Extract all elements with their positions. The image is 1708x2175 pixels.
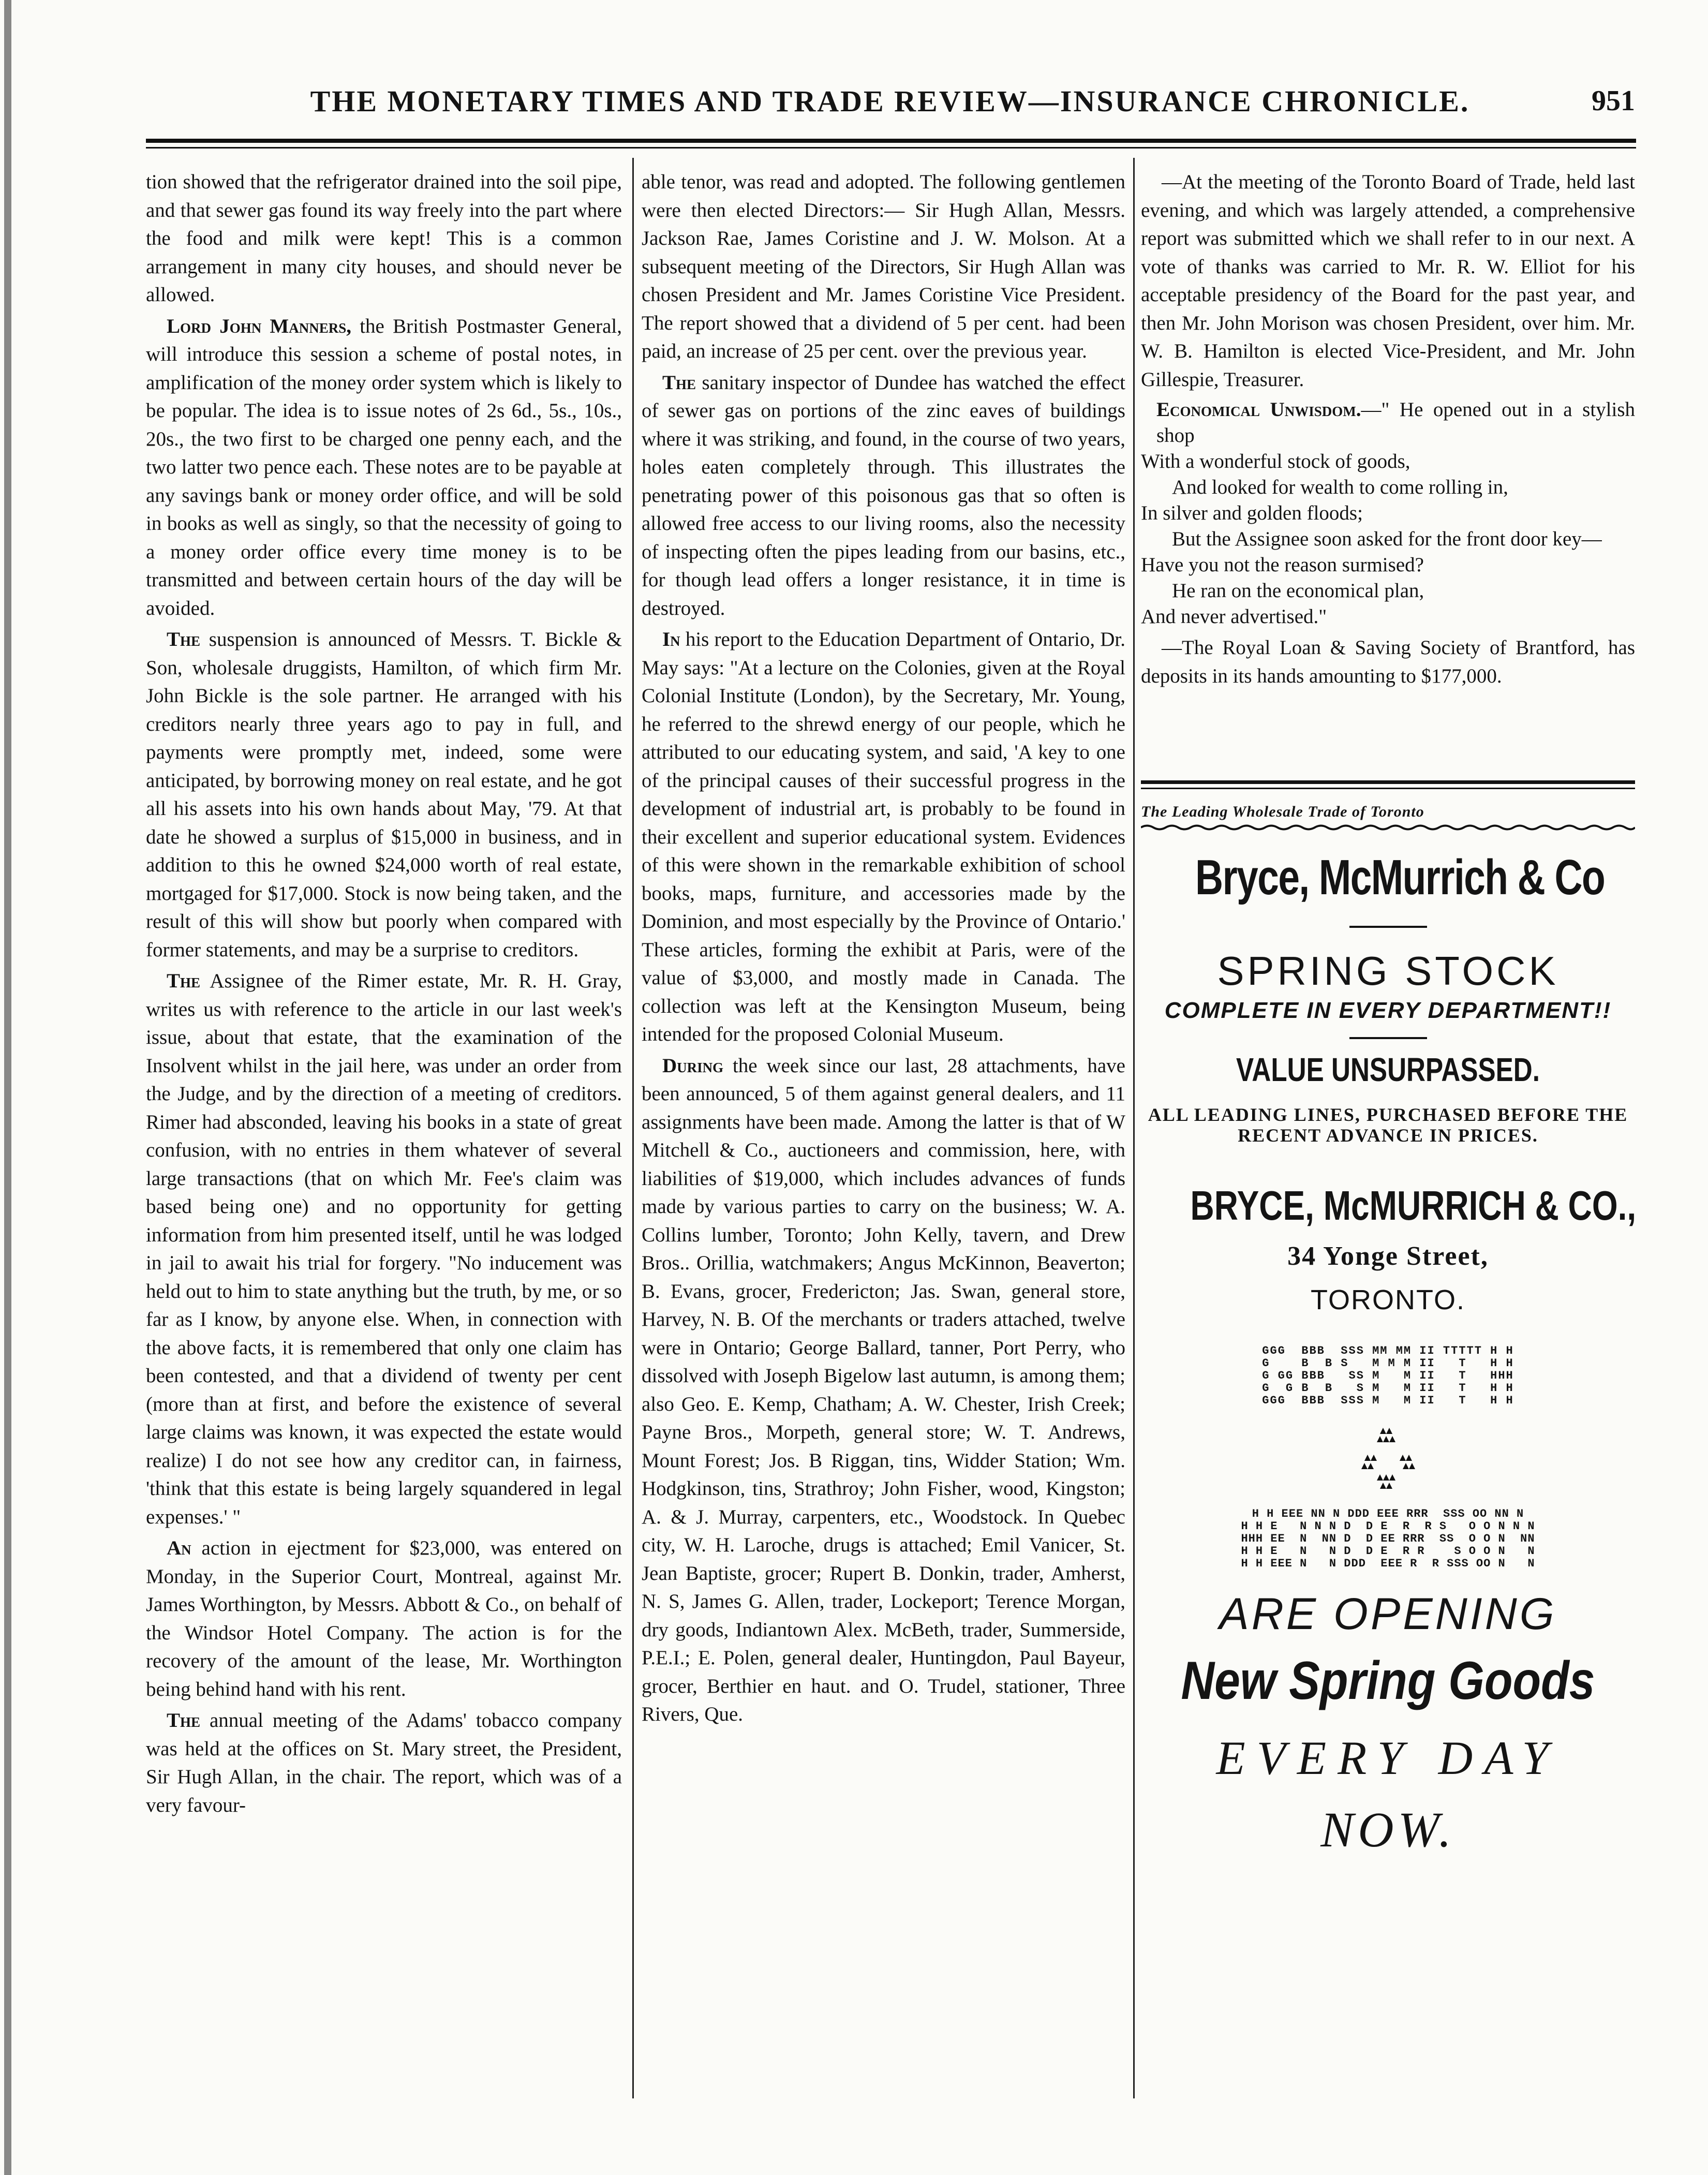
article-paragraph: The Assignee of the Rimer estate, Mr. R. H. Gray, writes us with reference to the article in our last week's issue, about that estate, that the examination of the Insolvent whilst in the jail here, was under an order from the Judge, and by the direction of a meeting of creditors. Rimer had absconded, leaving his books in a state of great confusion, with no entries in them whatever of several large transactions (that on which Mr. Fee's claim was based being one) and no opportunity for getting information from him presented itself, until he was lodged in jail to await his trial for forgery. "No inducement was held out to him to state anything but the truth, by me, or so far as I know, by anyone else. When, in connection with the above facts, it is remembered that only one claim has been contested, and that a dividend of twenty per cent (more than at first, and before the existence of several large claims was known, it was expected the estate would realize) I do not see how any creditor can, in fairness, 'think that this estate is being largely squandered in legal expenses.' " [146,970,622,1528]
article-paragraph: —At the meeting of the Toronto Board of Trade, held last evening, and which was largely attended, a comprehensive report was submitted which we shall refer to in our next. A vote of thanks was carried to Mr. R. W. Elliot for his acceptable presidency of the Board for the past year, and then Mr. John Morison was chosen President, over him. Mr. W. B. Hamilton is elected Vice-President, and Mr. John Gillespie, Treasurer. [1141,171,1635,391]
advert-street: 34 Yonge Street, [1287,1241,1489,1271]
advertisement [1141,797,1635,2142]
article-paragraph: able tenor, was read and adopted. The following gentlemen were then elected Directors:— Sir Hugh Allan, Messrs. Jackson Rae, James Coristine and J. W. Molson. At a subsequent meeting of the Directors, Sir Hugh Allan was chosen President and Mr. James Coristine Vice President. The report showed that a dividend of 5 per cent. had been paid, an increase of 25 per cent. over the previous year. [642,171,1125,362]
middle-column [642,168,1125,2135]
advert-every-day: EVERY DAY [1216,1732,1560,1784]
poem-line: And looked for wealth to come rolling in, [1172,476,1508,498]
article-paragraph: The sanitary inspector of Dundee has watched the effect of sewer gas on portions of the zinc eaves of buildings where it was striking, and found, in the course of two years, holes eaten completely through. This illustrates the penetrating power of this poisonous gas that so often is allowed free access to our living rooms, also the necessity of inspecting often the pipes leading from our basins, etc., for though lead offers a longer resistance, it in time is destroyed. [642,371,1125,619]
column-divider [1133,158,1135,2098]
advert-firm-name-caps: BRYCE, McMURRICH & CO., [1190,1182,1637,1229]
header-rule [146,139,1636,143]
article-paragraph: tion showed that the refrigerator drained into the soil pipe, and that sewer gas found its way freely into the part where the food and milk were kept! This is a common arrangement in many city houses, and should never be allowed. [146,171,622,306]
poem-line: Economical Unwisdom.—" He opened out in a stylish shop [1156,398,1635,447]
advert-leading-lines: ALL LEADING LINES, PURCHASED BEFORE THE RECENT ADVANCE IN PRICES. [1148,1104,1628,1146]
poem-line: Have you not the reason surmised? [1141,554,1424,576]
poem-line: With a wonderful stock of goods, [1141,450,1410,472]
masthead-title: THE MONETARY TIMES AND TRADE REVIEW—INSURANCE CHRONICLE. [310,84,1470,118]
page-number: 951 [1592,85,1635,117]
decorative-letters: GGG BBB SSS MM MM II TTTTT H H G B B S M M M II T H H G GG BBB SS M M II T HHH G G B B S M M II T H H GGG BBB SSS M M II T H H [1262,1344,1514,1407]
advert-firm-name: Bryce, McMurrich & Co [1195,850,1605,905]
column-divider [632,158,634,2098]
advert-now: NOW. [1320,1802,1455,1857]
advert-are-opening: ARE OPENING [1219,1589,1557,1639]
article-paragraph: In his report to the Education Department of Ontario, Dr. May says: "At a lecture on the Colonies, given at the Royal Colonial Institute (London), by the Secretary, Mr. Young, he referred to the shrewd energy of our people, which he attributed to our educating system, and said, 'A key to one of the principal causes of their successful progress in the development of industrial art, is probably to be found in their excellent and superior educational system. Evidences of this were shown in the remarkable exhibition of school books, maps, furniture, and accessories made by the Dominion, and most especially by the Province of Ontario.' These articles, forming the exhibit at Paris, were of the value of $3,000, and mostly made in Canada. The collection was left at the Kensington Museum, being intended for the proposed Colonial Museum. [642,628,1125,1045]
poem [1141,397,1635,630]
advert-rule-thin [1141,788,1635,789]
advert-value: VALUE UNSURPASSED. [1236,1051,1540,1088]
advert-new-goods: New Spring Goods [1181,1651,1595,1711]
scan-edge [4,0,11,2175]
wavy-rule [1141,824,1635,831]
header-rule-thin [146,147,1636,149]
advert-spring-stock: SPRING STOCK [1217,948,1559,994]
advert-rule [1141,780,1635,784]
decorative-letters: H H EEE NN N DDD EEE RRR SSS OO NN N H H E N N N D D E R R S O O N N N HHH EE N NN D D EE RRR SS O O N NN H H E N N D D E R R S O O N N H H EEE N N DDD EEE R R SSS OO N N [1241,1507,1535,1570]
poem-line: He ran on the economical plan, [1172,580,1424,602]
poem-line: In silver and golden floods; [1141,502,1363,524]
poem-line: And never advertised." [1141,605,1327,628]
poem-line: But the Assignee soon asked for the front door key— [1172,528,1602,550]
article-paragraph: During the week since our last, 28 attachments, have been announced, 5 of them against general dealers, and 11 assignments have been made. Among the latter is that of W Mitchell & Co., auctioneers and commission, here, with liabilities of $19,000, which includes advances of funds made by various parties to carry on the business; W. A. Collins lumber, Toronto; John Kelly, tavern, and Drew Bros.. Orillia, watchmakers; Angus McKinnon, Beaverton; B. Evans, grocer, Fredericton; Jas. Swan, general store, Harvey, N. B. Of the merchants or traders attached, twelve were in Ontario; George Ballard, tanner, Port Perry, who dissolved with Joseph Bigelow last autumn, is among them; also Geo. E. Kemp, Chatham; A. W. Chester, Irish Creek; Payne Bros., Morpeth, general store; W. T. Andrews, Mount Forest; Jos. B Riggan, tins, Widder Station; Wm. Hodgkinson, tins, Strathroy; John Fisher, wood, Kingston; A. & J. Murray, carpenters, etc., Woodstock. In Quebec city, W. H. Laroche, drugs is attached; Emil Vanicer, St. Jean Baptiste, grocer; Rupert B. Donkin, trader, Amherst, N. S, James G. Allen, trader, Lockeport; Terence Morgan, dry goods, Indiantown Alex. McBeth, trader, Summerside, P.E.I.; E. Polen, general dealer, Huntingdon, Paul Bayeur, grocer, Berthier en haut. and O. Trudel, stationer, Three Rivers, Que. [642,1054,1125,1725]
short-rule [1349,926,1427,928]
article-paragraph: An action in ejectment for $23,000, was entered on Monday, in the Superior Court, Montreal, against Mr. James Worthington, by Messrs. Abbott & Co., on behalf of the Windsor Hotel Company. The action is for the recovery of the amount of the lease, Mr. Worthington being behind hand with his rent. [146,1537,622,1700]
article-paragraph: —The Royal Loan & Saving Society of Brantford, has deposits in its hands amounting to $177,000. [1141,637,1635,687]
right-column-news [1141,168,1635,810]
trefoil-ornament-icon [1352,1423,1424,1495]
article-paragraph: Lord John Manners, the British Postmaster General, will introduce this session a scheme of postal notes, in amplification of the money order system which is likely to be popular. The idea is to issue notes of 2s 6d., 5s., 10s., 20s., the two first to be charged one penny each, and the two latter two pence each. These notes are to be payable at any savings bank or money order office, and will be sold in books as well as singly, so that the necessity of going to a money order office every time money is to be transmitted and between certain hours of the day will be avoided. [146,315,622,619]
advert-kicker: The Leading Wholesale Trade of Toronto [1141,803,1424,820]
advert-complete: COMPLETE IN EVERY DEPARTMENT!! [1164,998,1612,1023]
left-column [146,168,622,2135]
page-header [145,78,1635,124]
article-paragraph: The annual meeting of the Adams' tobacco company was held at the offices on St. Mary street, the President, Sir Hugh Allan, in the chair. The report, which was of a very favour- [146,1709,622,1816]
short-rule [1349,1037,1427,1039]
advert-city: TORONTO. [1310,1284,1466,1315]
article-paragraph: The suspension is announced of Messrs. T. Bickle & Son, wholesale druggists, Hamilton, of which firm Mr. John Bickle is the sole partner. He arranged with his creditors nearly three years ago to pay in full, and payments were promptly met, indeed, some were anticipated, by borrowing money on real estate, and he got all his assets into his own hands about May, '79. At that date he showed a surplus of $15,000 in business, and in addition to this he owned $24,000 worth of real estate, mortgaged for $17,000. Stock is now being taken, and the result of this will show but poorly when compared with former statements, and may be a surprise to creditors. [146,628,622,961]
